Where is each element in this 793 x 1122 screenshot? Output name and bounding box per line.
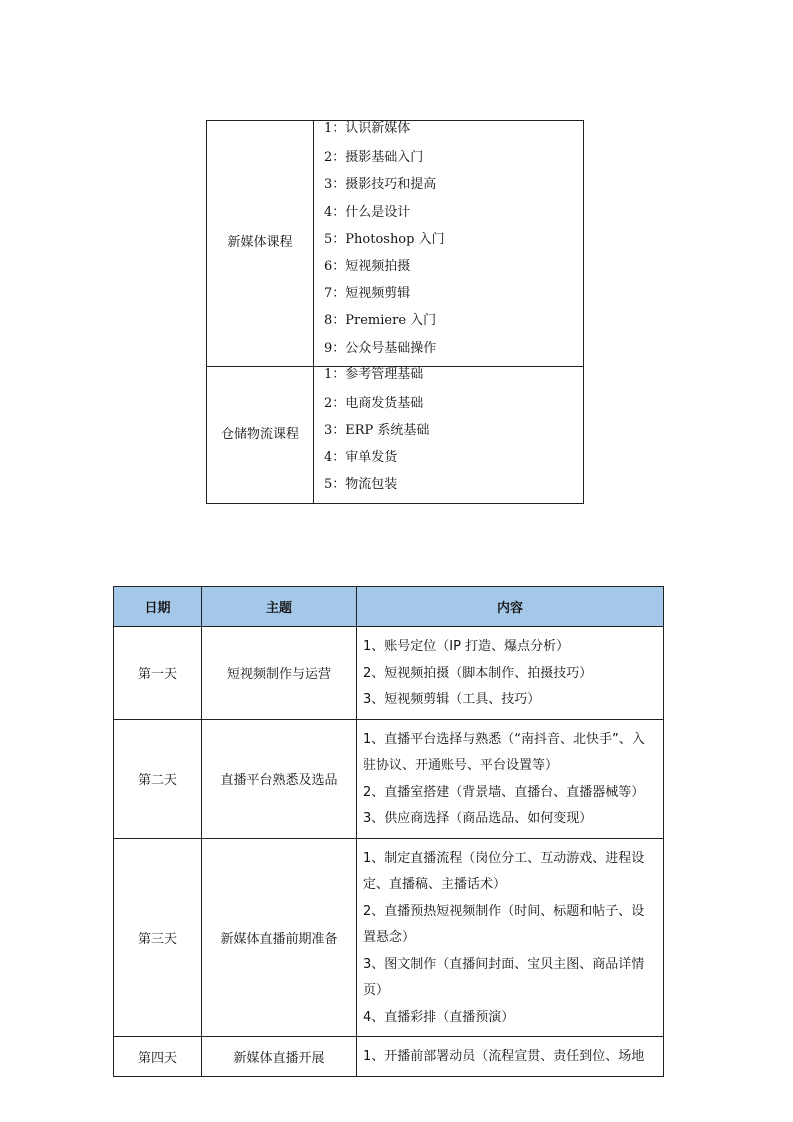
course-items: [314, 121, 584, 367]
schedule-content: [357, 1037, 664, 1077]
content-line: 驻协议、开通账号、平台设置等）: [363, 758, 559, 773]
schedule-day: 第一天: [114, 627, 202, 720]
schedule-day: 第四天: [114, 1037, 202, 1077]
schedule-row: [114, 1037, 664, 1077]
content-line: 4、直播彩排（直播预演）: [363, 1009, 515, 1025]
course-item: 1：参考管理基础: [324, 366, 424, 382]
schedule-row: [114, 838, 664, 1037]
content-line: 页）: [363, 983, 390, 998]
course-category: 仓储物流课程: [207, 366, 314, 503]
content-line: 3、图文制作（直播间封面、宝贝主图、商品详情: [363, 956, 645, 972]
header-topic: 主题: [202, 587, 357, 627]
content-line: 1、账号定位（IP 打造、爆点分析）: [363, 639, 570, 654]
course-table: [206, 120, 584, 504]
schedule-day: 第二天: [114, 719, 202, 838]
header-content: 内容: [357, 587, 664, 627]
course-category: 新媒体课程: [207, 121, 314, 367]
content-line: 1、开播前部署动员（流程宣贯、责任到位、场地: [363, 1049, 645, 1064]
course-row: [207, 121, 584, 367]
course-item: 4：审单发货: [324, 450, 398, 466]
schedule-content: [357, 627, 664, 720]
course-item: 3：摄影技巧和提高: [324, 177, 437, 193]
course-item: 4：什么是设计: [324, 204, 411, 220]
schedule-row: [114, 627, 664, 720]
content-line: 2、短视频拍摄（脚本制作、拍摄技巧）: [363, 665, 593, 681]
schedule-row: [114, 719, 664, 838]
course-item: 8：Premiere 入门: [324, 313, 437, 329]
content-line: 定、直播稿、主播话术）: [363, 877, 507, 892]
content-line: 2、直播预热短视频制作（时间、标题和帖子、设: [363, 903, 645, 919]
content-line: 3、供应商选择（商品选品、如何变现）: [363, 811, 593, 826]
content-line: 1、直播平台选择与熟悉（“南抖音、北快手”、入: [363, 731, 645, 747]
course-item: 3：ERP 系统基础: [324, 423, 430, 439]
course-row: [207, 366, 584, 503]
content-line: 1、制定直播流程（岗位分工、互动游戏、进程设: [363, 850, 645, 866]
schedule-content: [357, 719, 664, 838]
course-item: 2：摄影基础入门: [324, 150, 424, 166]
schedule-topic: 短视频制作与运营: [202, 627, 357, 720]
content-line: 3、短视频剪辑（工具、技巧）: [363, 692, 541, 707]
schedule-topic: 直播平台熟悉及选品: [202, 719, 357, 838]
course-item: 9：公众号基础操作: [324, 340, 437, 356]
schedule-topic: 新媒体直播开展: [202, 1037, 357, 1077]
course-item: 5：物流包装: [324, 477, 398, 493]
schedule-header-row: [114, 587, 664, 627]
schedule-topic: 新媒体直播前期准备: [202, 838, 357, 1037]
course-item: 7：短视频剪辑: [324, 286, 411, 302]
course-item: 2：电商发货基础: [324, 395, 424, 411]
schedule-table: [113, 586, 664, 1077]
header-date: 日期: [114, 587, 202, 627]
schedule-content: [357, 838, 664, 1037]
course-items: [314, 366, 584, 503]
schedule-day: 第三天: [114, 838, 202, 1037]
content-line: 2、直播室搭建（背景墙、直播台、直播器械等）: [363, 784, 645, 800]
course-item: 1：认识新媒体: [324, 121, 411, 136]
course-item: 6：短视频拍摄: [324, 258, 411, 274]
content-line: 置悬念）: [363, 930, 416, 945]
course-item: 5：Photoshop 入门: [324, 231, 445, 247]
